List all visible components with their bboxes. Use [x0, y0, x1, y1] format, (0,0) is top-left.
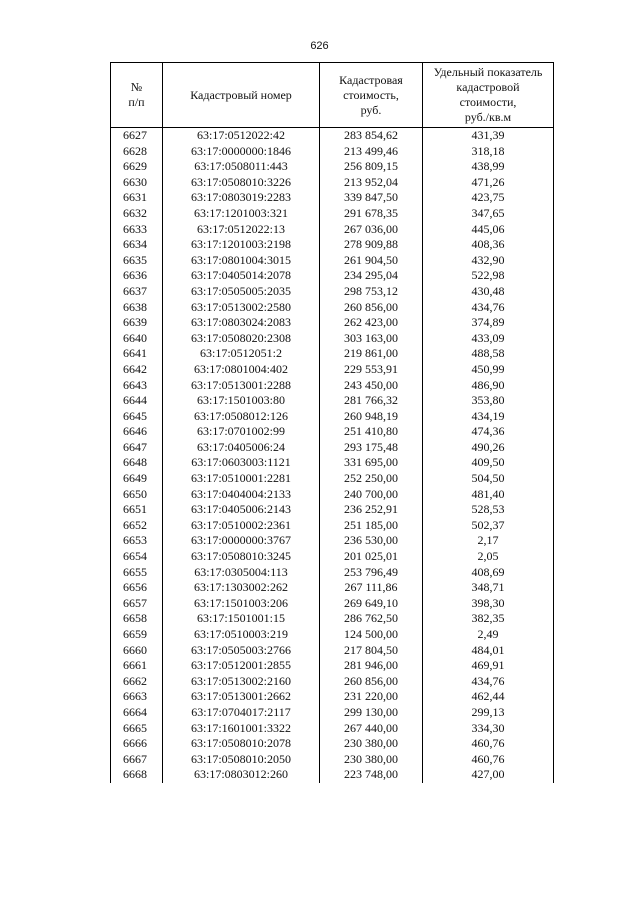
row-number: 6649: [111, 471, 163, 487]
cadastral-value: 261 904,50: [320, 253, 423, 269]
cadastral-value: 291 678,35: [320, 206, 423, 222]
table-row: [111, 237, 554, 253]
table-row: [111, 253, 554, 269]
table-row: [111, 533, 554, 549]
table-row: [111, 752, 554, 768]
row-number: 6640: [111, 331, 163, 347]
header-specific-value: Удельный показатель кадастровой стоимости, руб./кв.м: [423, 63, 554, 128]
specific-value: 334,30: [423, 721, 554, 737]
cadastral-number: 63:17:1201003:2198: [163, 237, 320, 253]
row-number: 6644: [111, 393, 163, 409]
cadastral-value: 260 856,00: [320, 300, 423, 316]
row-number: 6648: [111, 455, 163, 471]
row-number: 6663: [111, 689, 163, 705]
cadastral-number: 63:17:1201003:321: [163, 206, 320, 222]
specific-value: 347,65: [423, 206, 554, 222]
row-number: 6634: [111, 237, 163, 253]
table-body: [111, 128, 554, 783]
cadastral-value: 260 856,00: [320, 674, 423, 690]
specific-value: 469,91: [423, 658, 554, 674]
header-cadastral-number: Кадастровый номер: [163, 63, 320, 128]
cadastral-value: 251 185,00: [320, 518, 423, 534]
row-number: 6645: [111, 409, 163, 425]
specific-value: 481,40: [423, 487, 554, 503]
table-row: [111, 315, 554, 331]
table-row: [111, 268, 554, 284]
cadastral-number: 63:17:0508012:126: [163, 409, 320, 425]
row-number: 6666: [111, 736, 163, 752]
header-number: № п/п: [111, 63, 163, 128]
row-number: 6637: [111, 284, 163, 300]
row-number: 6628: [111, 144, 163, 160]
specific-value: 462,44: [423, 689, 554, 705]
table-row: [111, 627, 554, 643]
table-row: [111, 689, 554, 705]
row-number: 6633: [111, 222, 163, 238]
specific-value: 318,18: [423, 144, 554, 160]
table-row: [111, 159, 554, 175]
specific-value: 504,50: [423, 471, 554, 487]
cadastral-number: 63:17:1501003:80: [163, 393, 320, 409]
specific-value: 432,90: [423, 253, 554, 269]
table-row: [111, 362, 554, 378]
cadastral-number: 63:17:0405006:24: [163, 440, 320, 456]
specific-value: 2,05: [423, 549, 554, 565]
specific-value: 431,39: [423, 128, 554, 144]
table-row: [111, 596, 554, 612]
table-row: [111, 643, 554, 659]
cadastral-value: 240 700,00: [320, 487, 423, 503]
cadastral-value: 213 952,04: [320, 175, 423, 191]
cadastral-value: 339 847,50: [320, 190, 423, 206]
cadastral-value: 293 175,48: [320, 440, 423, 456]
cadastral-number: 63:17:0801004:402: [163, 362, 320, 378]
cadastral-value: 236 252,91: [320, 502, 423, 518]
table-row: [111, 674, 554, 690]
row-number: 6630: [111, 175, 163, 191]
table-row: [111, 424, 554, 440]
row-number: 6665: [111, 721, 163, 737]
table-row: [111, 409, 554, 425]
table-row: [111, 144, 554, 160]
table-row: [111, 284, 554, 300]
cadastral-number: 63:17:0701002:99: [163, 424, 320, 440]
specific-value: 502,37: [423, 518, 554, 534]
specific-value: 382,35: [423, 611, 554, 627]
cadastral-number: 63:17:0513002:2160: [163, 674, 320, 690]
table-row: [111, 206, 554, 222]
table-row: [111, 378, 554, 394]
row-number: 6632: [111, 206, 163, 222]
table-row: [111, 611, 554, 627]
cadastral-number: 63:17:0405006:2143: [163, 502, 320, 518]
row-number: 6631: [111, 190, 163, 206]
specific-value: 488,58: [423, 346, 554, 362]
table-row: [111, 518, 554, 534]
cadastral-value: 256 809,15: [320, 159, 423, 175]
cadastral-number: 63:17:0803012:260: [163, 767, 320, 783]
table-row: [111, 658, 554, 674]
row-number: 6629: [111, 159, 163, 175]
table-row: [111, 300, 554, 316]
row-number: 6652: [111, 518, 163, 534]
cadastral-number: 63:17:0305004:113: [163, 565, 320, 581]
table-row: [111, 331, 554, 347]
cadastral-value: 298 753,12: [320, 284, 423, 300]
cadastral-value: 281 766,32: [320, 393, 423, 409]
cadastral-number: 63:17:0508011:443: [163, 159, 320, 175]
cadastral-number: 63:17:0801004:3015: [163, 253, 320, 269]
cadastral-number: 63:17:1303002:262: [163, 580, 320, 596]
row-number: 6658: [111, 611, 163, 627]
cadastral-number: 63:17:0513001:2288: [163, 378, 320, 394]
row-number: 6635: [111, 253, 163, 269]
cadastral-number: 63:17:0508020:2308: [163, 331, 320, 347]
row-number: 6661: [111, 658, 163, 674]
cadastral-value: 219 861,00: [320, 346, 423, 362]
cadastral-number: 63:17:0512051:2: [163, 346, 320, 362]
row-number: 6667: [111, 752, 163, 768]
specific-value: 299,13: [423, 705, 554, 721]
row-number: 6641: [111, 346, 163, 362]
specific-value: 398,30: [423, 596, 554, 612]
row-number: 6627: [111, 128, 163, 144]
cadastral-value: 217 804,50: [320, 643, 423, 659]
specific-value: 2,49: [423, 627, 554, 643]
cadastral-table: [110, 62, 554, 783]
table-row: [111, 580, 554, 596]
cadastral-number: 63:17:0512022:42: [163, 128, 320, 144]
table-row: [111, 502, 554, 518]
cadastral-value: 253 796,49: [320, 565, 423, 581]
specific-value: 348,71: [423, 580, 554, 596]
table-row: [111, 767, 554, 783]
specific-value: 408,69: [423, 565, 554, 581]
cadastral-value: 267 111,86: [320, 580, 423, 596]
row-number: 6643: [111, 378, 163, 394]
header-cadastral-value: Кадастровая стоимость, руб.: [320, 63, 423, 128]
table-row: [111, 175, 554, 191]
cadastral-number: 63:17:0512022:13: [163, 222, 320, 238]
cadastral-value: 303 163,00: [320, 331, 423, 347]
row-number: 6646: [111, 424, 163, 440]
table-row: [111, 487, 554, 503]
cadastral-number: 63:17:0508010:3245: [163, 549, 320, 565]
specific-value: 484,01: [423, 643, 554, 659]
specific-value: 2,17: [423, 533, 554, 549]
specific-value: 445,06: [423, 222, 554, 238]
table-header-row: [111, 63, 554, 128]
row-number: 6647: [111, 440, 163, 456]
table-row: [111, 565, 554, 581]
specific-value: 430,48: [423, 284, 554, 300]
specific-value: 353,80: [423, 393, 554, 409]
specific-value: 450,99: [423, 362, 554, 378]
specific-value: 434,19: [423, 409, 554, 425]
cadastral-number: 63:17:0513002:2580: [163, 300, 320, 316]
cadastral-number: 63:17:1501001:15: [163, 611, 320, 627]
cadastral-value: 252 250,00: [320, 471, 423, 487]
cadastral-value: 229 553,91: [320, 362, 423, 378]
row-number: 6657: [111, 596, 163, 612]
row-number: 6636: [111, 268, 163, 284]
row-number: 6638: [111, 300, 163, 316]
row-number: 6659: [111, 627, 163, 643]
table-row: [111, 393, 554, 409]
cadastral-value: 267 440,00: [320, 721, 423, 737]
cadastral-value: 243 450,00: [320, 378, 423, 394]
cadastral-value: 124 500,00: [320, 627, 423, 643]
row-number: 6664: [111, 705, 163, 721]
row-number: 6653: [111, 533, 163, 549]
cadastral-value: 283 854,62: [320, 128, 423, 144]
row-number: 6650: [111, 487, 163, 503]
cadastral-number: 63:17:0803024:2083: [163, 315, 320, 331]
cadastral-number: 63:17:0405014:2078: [163, 268, 320, 284]
specific-value: 460,76: [423, 736, 554, 752]
cadastral-number: 63:17:0508010:2050: [163, 752, 320, 768]
row-number: 6668: [111, 767, 163, 783]
cadastral-number: 63:17:0510001:2281: [163, 471, 320, 487]
cadastral-value: 213 499,46: [320, 144, 423, 160]
specific-value: 434,76: [423, 674, 554, 690]
row-number: 6656: [111, 580, 163, 596]
specific-value: 486,90: [423, 378, 554, 394]
table-row: [111, 549, 554, 565]
cadastral-value: 262 423,00: [320, 315, 423, 331]
cadastral-value: 281 946,00: [320, 658, 423, 674]
table-row: [111, 346, 554, 362]
row-number: 6651: [111, 502, 163, 518]
cadastral-number: 63:17:0603003:1121: [163, 455, 320, 471]
cadastral-number: 63:17:0508010:2078: [163, 736, 320, 752]
cadastral-value: 234 295,04: [320, 268, 423, 284]
cadastral-value: 278 909,88: [320, 237, 423, 253]
specific-value: 427,00: [423, 767, 554, 783]
cadastral-value: 286 762,50: [320, 611, 423, 627]
cadastral-value: 230 380,00: [320, 736, 423, 752]
row-number: 6662: [111, 674, 163, 690]
cadastral-number: 63:17:1601001:3322: [163, 721, 320, 737]
cadastral-value: 299 130,00: [320, 705, 423, 721]
cadastral-value: 231 220,00: [320, 689, 423, 705]
table-row: [111, 705, 554, 721]
table-row: [111, 736, 554, 752]
cadastral-value: 230 380,00: [320, 752, 423, 768]
cadastral-value: 223 748,00: [320, 767, 423, 783]
specific-value: 433,09: [423, 331, 554, 347]
cadastral-number: 63:17:0000000:1846: [163, 144, 320, 160]
cadastral-number: 63:17:0510002:2361: [163, 518, 320, 534]
table-row: [111, 222, 554, 238]
cadastral-number: 63:17:0704017:2117: [163, 705, 320, 721]
cadastral-number: 63:17:1501003:206: [163, 596, 320, 612]
cadastral-number: 63:17:0404004:2133: [163, 487, 320, 503]
cadastral-value: 201 025,01: [320, 549, 423, 565]
specific-value: 474,36: [423, 424, 554, 440]
specific-value: 423,75: [423, 190, 554, 206]
specific-value: 522,98: [423, 268, 554, 284]
specific-value: 438,99: [423, 159, 554, 175]
specific-value: 460,76: [423, 752, 554, 768]
cadastral-value: 260 948,19: [320, 409, 423, 425]
cadastral-value: 236 530,00: [320, 533, 423, 549]
table-row: [111, 455, 554, 471]
table-row: [111, 471, 554, 487]
cadastral-number: 63:17:0513001:2662: [163, 689, 320, 705]
cadastral-number: 63:17:0510003:219: [163, 627, 320, 643]
table-row: [111, 440, 554, 456]
cadastral-number: 63:17:0803019:2283: [163, 190, 320, 206]
specific-value: 490,26: [423, 440, 554, 456]
cadastral-value: 267 036,00: [320, 222, 423, 238]
specific-value: 471,26: [423, 175, 554, 191]
specific-value: 528,53: [423, 502, 554, 518]
row-number: 6639: [111, 315, 163, 331]
table-row: [111, 721, 554, 737]
page-number: 626: [310, 40, 329, 52]
row-number: 6654: [111, 549, 163, 565]
cadastral-value: 331 695,00: [320, 455, 423, 471]
table-row: [111, 190, 554, 206]
specific-value: 409,50: [423, 455, 554, 471]
cadastral-number: 63:17:0512001:2855: [163, 658, 320, 674]
specific-value: 434,76: [423, 300, 554, 316]
row-number: 6660: [111, 643, 163, 659]
cadastral-value: 251 410,80: [320, 424, 423, 440]
specific-value: 374,89: [423, 315, 554, 331]
cadastral-number: 63:17:0505003:2766: [163, 643, 320, 659]
cadastral-value: 269 649,10: [320, 596, 423, 612]
row-number: 6642: [111, 362, 163, 378]
cadastral-number: 63:17:0508010:3226: [163, 175, 320, 191]
cadastral-number: 63:17:0505005:2035: [163, 284, 320, 300]
specific-value: 408,36: [423, 237, 554, 253]
table-row: [111, 128, 554, 144]
row-number: 6655: [111, 565, 163, 581]
cadastral-number: 63:17:0000000:3767: [163, 533, 320, 549]
